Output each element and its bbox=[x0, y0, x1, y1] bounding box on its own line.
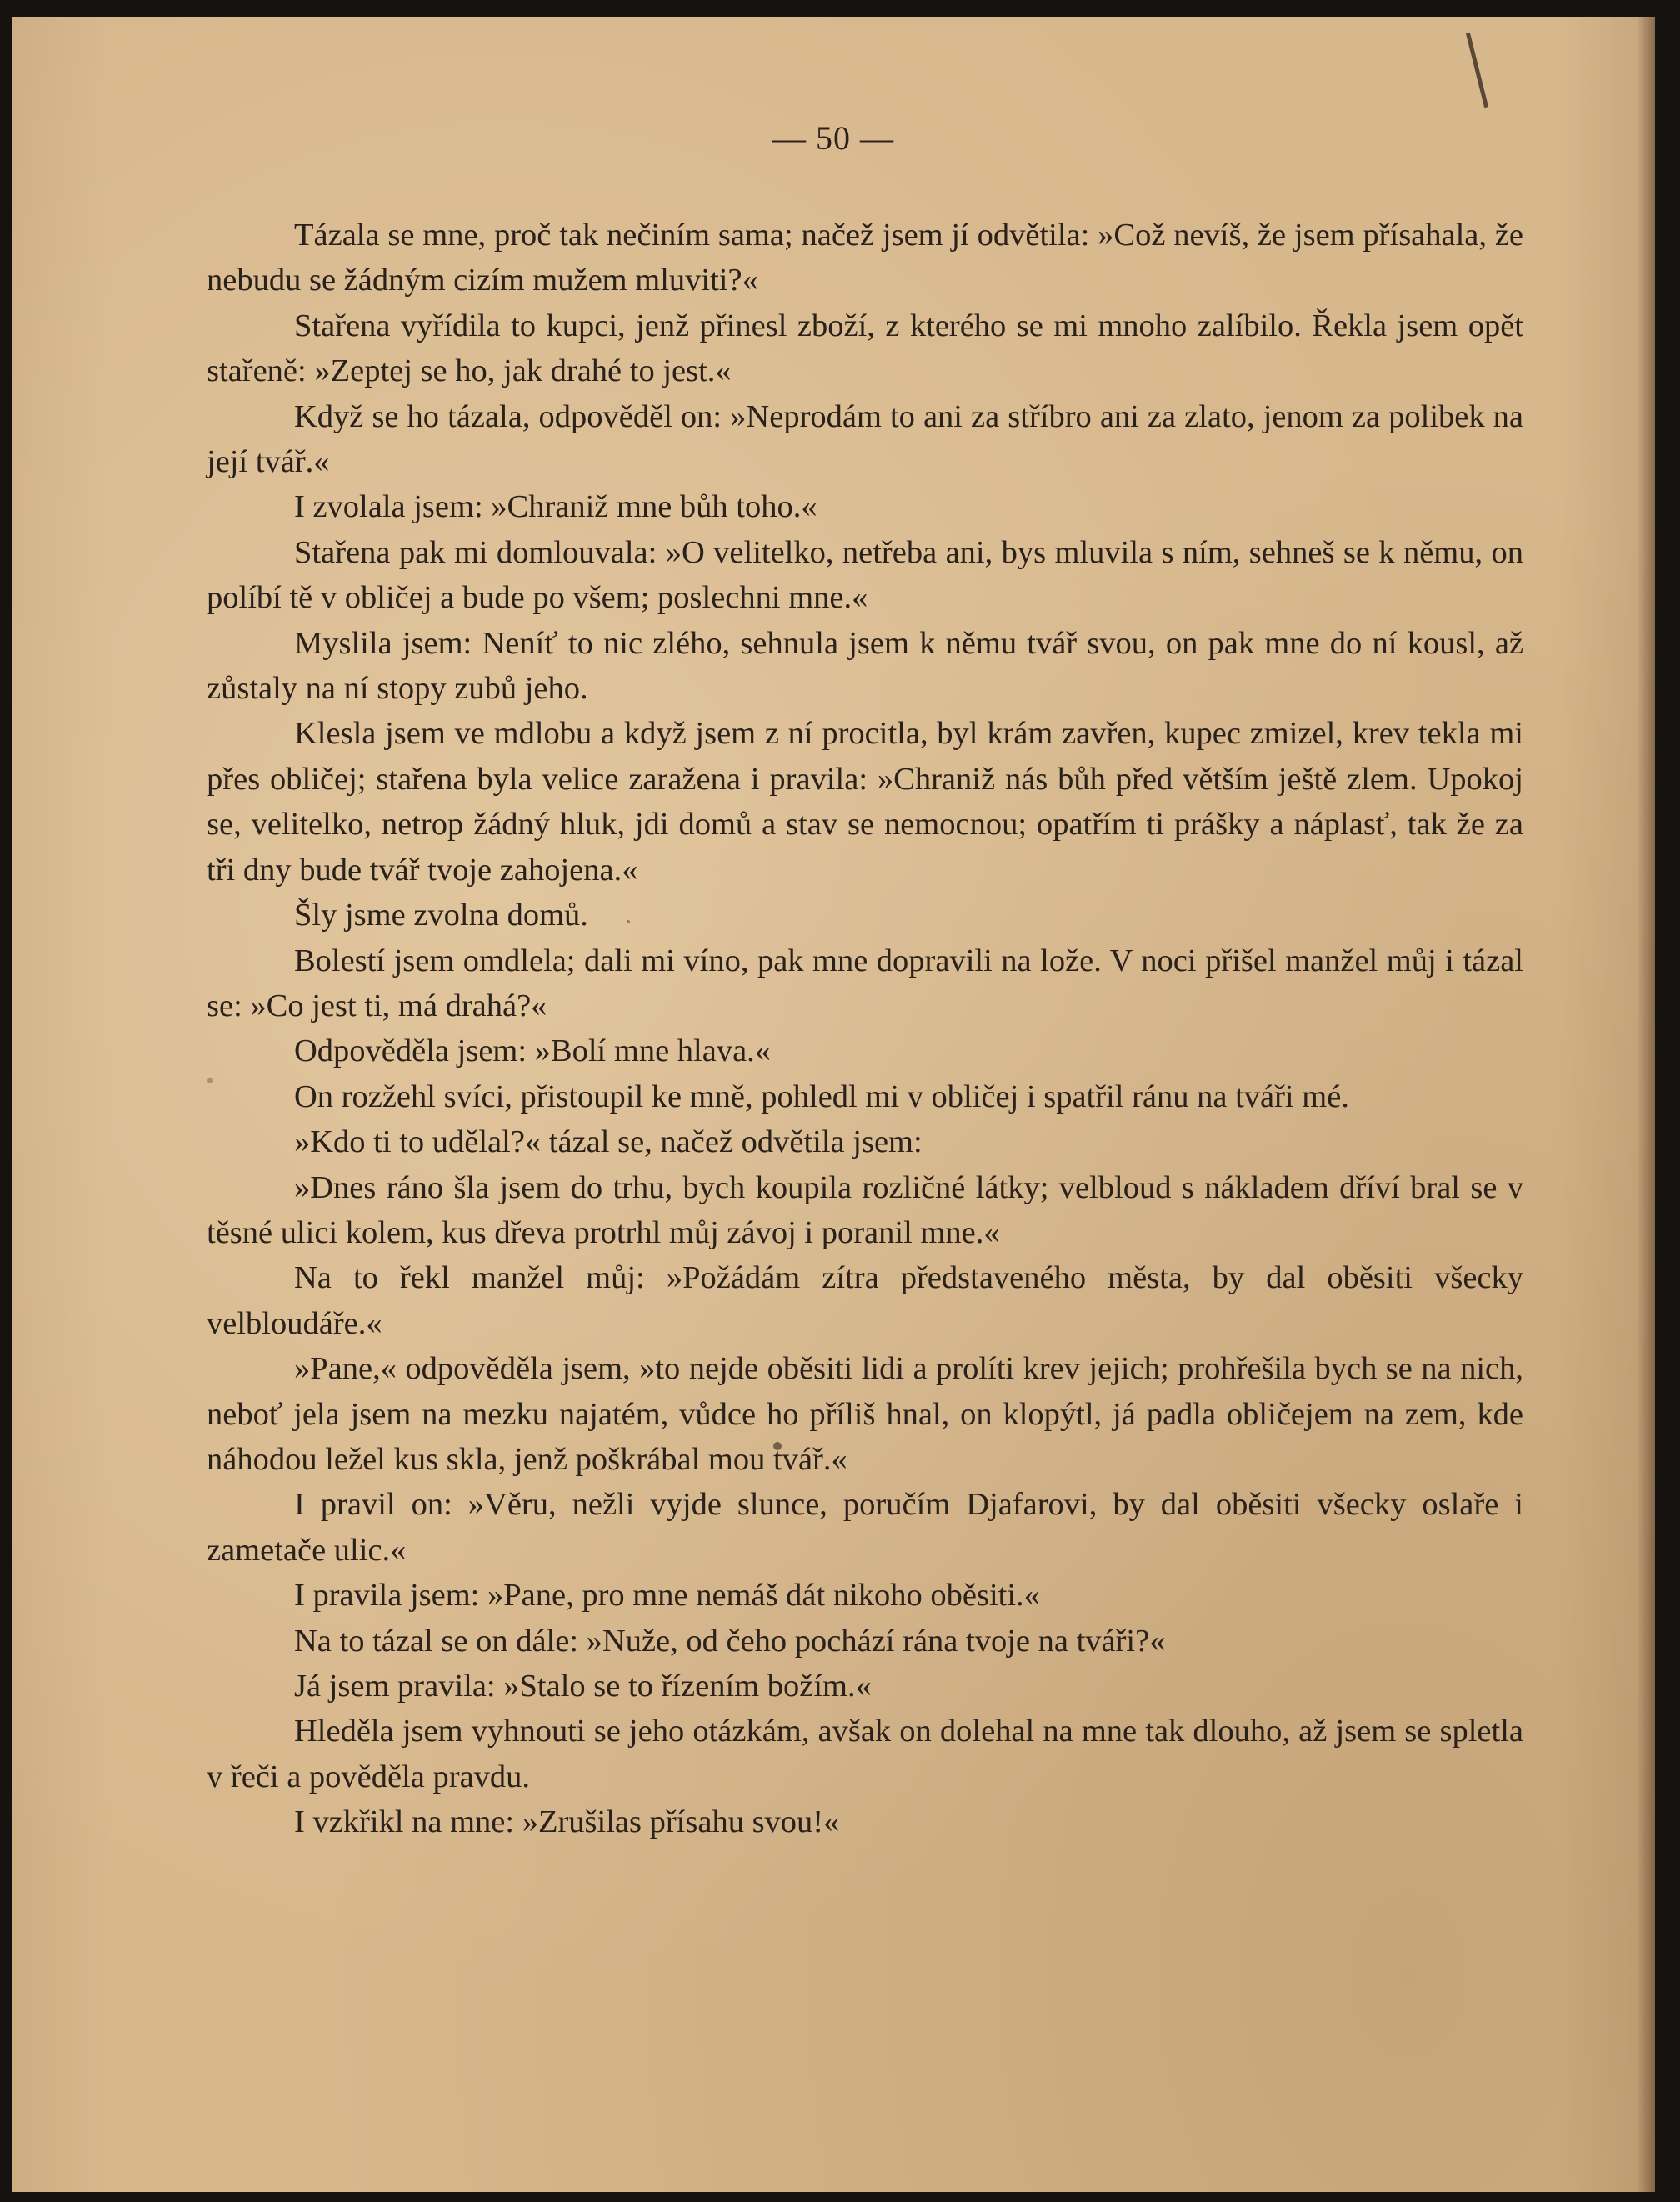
paragraph: On rozžehl svíci, přistoupil ke mně, pohledl mi v obličej i spatřil ránu na tváři mé. bbox=[294, 1078, 1349, 1114]
paragraph: I pravil on: »Věru, nežli vyjde slunce, poručím Djafarovi, by dal oběsiti všecky oslaře i zametače ulic.« bbox=[207, 1487, 1523, 1568]
paragraph: I pravila jsem: »Pane, pro mne nemáš dát nikoho oběsiti.« bbox=[294, 1578, 1040, 1614]
paragraph: Bolestí jsem omdlela; dali mi víno, pak mne dopravili na lože. V noci přišel manžel můj i tázal se: »Co jest ti, má drahá?« bbox=[207, 943, 1523, 1023]
paragraph: Šly jsme zvolna domů. bbox=[294, 898, 588, 933]
paragraph: Stařena vyřídila to kupci, jenž přinesl zboží, z kterého se mi mnoho zalíbilo. Řekla jsem opět stařeně: »Zeptej se ho, jak drahé to jest.« bbox=[207, 308, 1523, 389]
paragraph: Na to tázal se on dále: »Nuže, od čeho pochází rána tvoje na tváři?« bbox=[294, 1623, 1166, 1659]
page-number: — 50 — bbox=[772, 119, 894, 157]
paragraph: Já jsem pravila: »Stalo se to řízením božím.« bbox=[294, 1669, 872, 1704]
paragraph: I zvolala jsem: »Chraniž mne bůh toho.« bbox=[294, 489, 818, 525]
book-page bbox=[12, 17, 1655, 2192]
paragraph: Stařena pak mi domlouvala: »O velitelko, netřeba ani, bys mluvila s ním, sehneš se k němu, on políbí tě v obličej a bude po všem; poslechni mne.« bbox=[207, 534, 1523, 616]
paragraph: I vzkřikl na mne: »Zrušilas přísahu svou!« bbox=[294, 1804, 840, 1840]
paragraph: Když se ho tázala, odpověděl on: »Neprodám to ani za stříbro ani za zlato, jenom za polibek na její tvář.« bbox=[207, 398, 1523, 480]
paper-scratch bbox=[1466, 33, 1488, 108]
paragraph: Myslila jsem: Neníť to nic zlého, sehnula jsem k němu tvář svou, on pak mne do ní kousl, až zůstaly na ní stopy zubů jeho. bbox=[207, 625, 1523, 707]
paragraph: »Dnes ráno šla jsem do trhu, bych koupila rozličné látky; velbloud s nákladem dříví bral se v těsné ulici kolem, kus dřeva protrhl můj závoj i poranil mne.« bbox=[207, 1169, 1523, 1250]
paragraph: Na to řekl manžel můj: »Požádám zítra představeného města, by dal oběsiti všecky velbloudáře.« bbox=[207, 1260, 1523, 1341]
paragraph: Hleděla jsem vyhnouti se jeho otázkám, avšak on dolehal na mne tak dlouho, až jsem se spletla v řeči a pověděla pravdu. bbox=[207, 1714, 1523, 1794]
page-edge-shadow bbox=[1637, 17, 1655, 2192]
paragraph: Tázala se mne, proč tak nečiním sama; načež jsem jí odvětila: »Což nevíš, že jsem přísahala, že nebudu se žádným cizím mužem mluviti?« bbox=[207, 218, 1523, 298]
paragraph: Klesla jsem ve mdlobu a když jsem z ní procitla, byl krám zavřen, kupec zmizel, krev tekla mi přes obličej; stařena byla velice zaražena i pravila: »Chraniž nás bůh před větším ještě zlem. Upokoj se, velitelko, netrop žádný hluk, jdi domů a stav se nemocnou; opatřím ti prášky a náplasť, tak že za tři dny bude tvář tvoje zahojena.« bbox=[207, 716, 1523, 888]
paragraph: »Kdo ti to udělal?« tázal se, načež odvětila jsem: bbox=[294, 1124, 922, 1160]
paragraph: »Pane,« odpověděla jsem, »to nejde oběsiti lidi a prolíti krev jejich; prohřešila bych se na nich, neboť jela jsem na mezku najatém, vůdce ho příliš hnal, on klopýtl, já padla obličejem na zem, kde náhodou ležel kus skla, jenž poškrábal mou tvář.« bbox=[207, 1351, 1523, 1477]
body-text bbox=[207, 213, 1523, 1845]
paragraph: Odpověděla jsem: »Bolí mne hlava.« bbox=[294, 1033, 772, 1069]
